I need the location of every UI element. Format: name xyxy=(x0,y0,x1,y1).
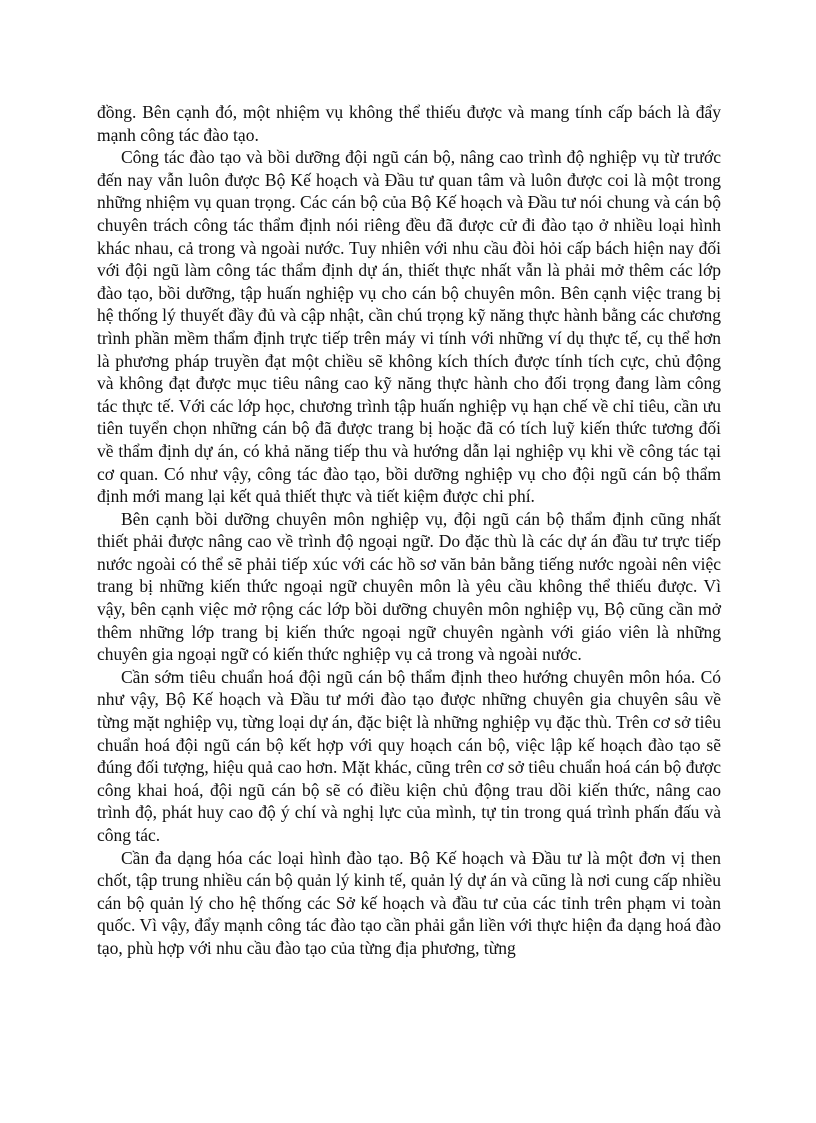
paragraph-continuation: đồng. Bên cạnh đó, một nhiệm vụ không thể thiếu được và mang tính cấp bách là đẩy mạnh công tác đào tạo. xyxy=(97,102,721,145)
paragraph-foreign-language: Bên cạnh bồi dưỡng chuyên môn nghiệp vụ, đội ngũ cán bộ thẩm định cũng nhất thiết phải được nâng cao về trình độ ngoại ngữ. Do đặc thù là các dự án đầu tư trực tiếp nước ngoài có thể sẽ phải tiếp xúc với các hồ sơ văn bản bằng tiếng nước ngoài nên việc trang bị những kiến thức ngoại ngữ chuyên môn là yêu cầu không thể thiếu được. Vì vậy, bên cạnh việc mở rộng các lớp bồi dưỡng chuyên môn nghiệp vụ, Bộ cũng cần mở thêm những lớp trang bị kiến thức ngoại ngữ chuyên ngành với giáo viên là những chuyên gia ngoại ngữ có kiến thức nghiệp vụ cả trong và ngoài nước. xyxy=(97,508,721,665)
paragraph-standardization: Cần sớm tiêu chuẩn hoá đội ngũ cán bộ thẩm định theo hướng chuyên môn hóa. Có như vậy, Bộ Kế hoạch và Đầu tư mới đào tạo được những chuyên gia chuyên sâu về từng mặt nghiệp vụ, từng loại dự án, đặc biệt là những nghiệp vụ đặc thù. Trên cơ sở tiêu chuẩn hoá đội ngũ cán bộ kết hợp với quy hoạch cán bộ, việc lập kế hoạch đào tạo sẽ đúng đối tượng, hiệu quả cao hơn. Mặt khác, cũng trên cơ sở tiêu chuẩn hoá cán bộ được công khai hoá, đội ngũ cán bộ sẽ có điều kiện chủ động trau dồi kiến thức, nâng cao trình độ, phát huy cao độ ý chí và nghị lực của mình, tự tin trong quá trình phấn đấu và công tác. xyxy=(97,666,721,845)
document-page xyxy=(97,101,721,960)
paragraph-diversification: Cần đa dạng hóa các loại hình đào tạo. Bộ Kế hoạch và Đầu tư là một đơn vị then chốt, tập trung nhiều cán bộ quản lý kinh tế, quản lý dự án và cũng là nơi cung cấp nhiều cán bộ quản lý cho hệ thống các Sở kế hoạch và đầu tư của các tỉnh trên phạm vi toàn quốc. Vì vậy, đẩy mạnh công tác đào tạo cần phải gắn liền với thực hiện đa dạng hoá đào tạo, phù hợp với nhu cầu đào tạo của từng địa phương, từng xyxy=(97,847,721,958)
paragraph-training-overview: Công tác đào tạo và bồi dưỡng đội ngũ cán bộ, nâng cao trình độ nghiệp vụ từ trước đến nay vẫn luôn được Bộ Kế hoạch và Đầu tư quan tâm và luôn được coi là một trong những nhiệm vụ quan trọng. Các cán bộ của Bộ Kế hoạch và Đầu tư nói chung và cán bộ chuyên trách công tác thẩm định nói riêng đều đã được cử đi đào tạo ở nhiều loại hình khác nhau, cả trong và ngoài nước. Tuy nhiên với nhu cầu đòi hỏi cấp bách hiện nay đối với đội ngũ làm công tác thẩm định dự án, thiết thực nhất vẫn là phải mở thêm các lớp đào tạo, bồi dưỡng, tập huấn nghiệp vụ cho cán bộ chuyên môn. Bên cạnh việc trang bị hệ thống lý thuyết đầy đủ và cập nhật, cần chú trọng kỹ năng thực hành bằng các chương trình phần mềm thẩm định trực tiếp trên máy vi tính với những ví dụ thực tế, cụ thể hơn là phương pháp truyền đạt một chiều sẽ không kích thích được tính tích cực, chủ động và không đạt được mục tiêu nâng cao kỹ năng thực hành cho đối trọng đang làm công tác thực tế. Với các lớp học, chương trình tập huấn nghiệp vụ hạn chế về chỉ tiêu, cần ưu tiên tuyển chọn những cán bộ đã được trang bị hoặc đã có tích luỹ kiến thức tương đối về thẩm định dự án, có khả năng tiếp thu và hướng dẫn lại nghiệp vụ khi về công tác tại cơ quan. Có như vậy, công tác đào tạo, bồi dưỡng nghiệp vụ cho đội ngũ cán bộ thẩm định mới mang lại kết quả thiết thực và tiết kiệm được chi phí. xyxy=(97,147,721,507)
